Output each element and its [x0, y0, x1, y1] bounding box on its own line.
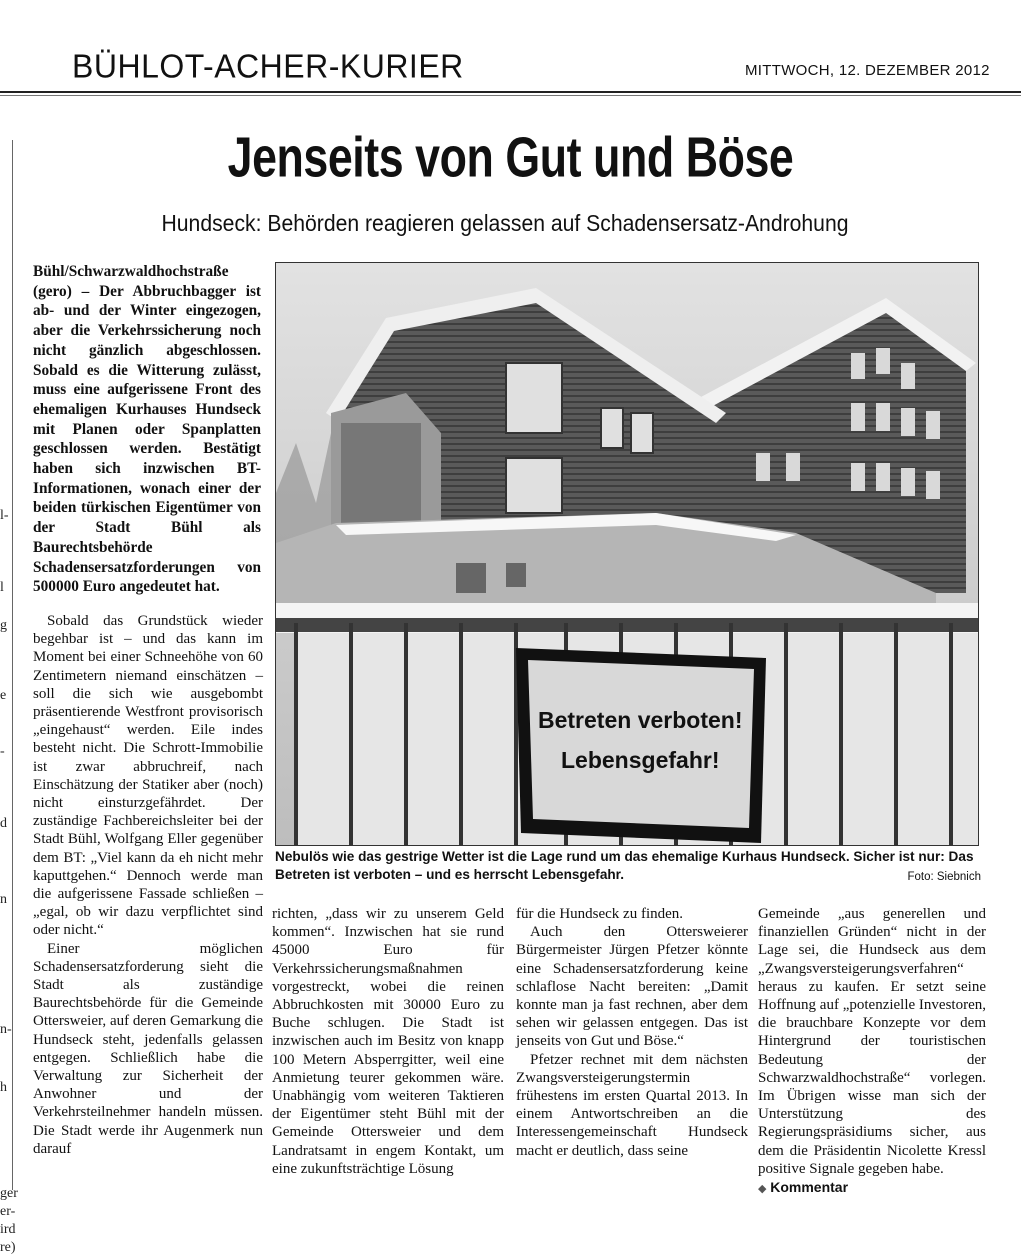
neighbor-fragment: l [0, 580, 4, 595]
neighbor-fragment: h [0, 1080, 7, 1095]
kommentar-link[interactable] [758, 1178, 986, 1198]
article-column-1 [33, 612, 263, 1222]
kommentar-label: Kommentar [770, 1179, 849, 1196]
paragraph: Pfetzer rechnet mit dem nächsten Zwangsversteigerungstermin frühestens im ersten Quartal 2013. In einem Antwortschreiben an die Interessengemeinschaft Hundseck macht er deutlich, dass seine [516, 1051, 748, 1159]
article-column-2 [272, 905, 504, 1178]
sign-line-1: Betreten verboten! [538, 707, 743, 733]
neighbor-fragment: er- [0, 1204, 16, 1219]
article-headline: Jenseits von Gut und Böse [227, 126, 794, 190]
diamond-bullet-icon: ◆ [758, 1183, 767, 1196]
photo-credit: Foto: Siebnich [907, 871, 981, 883]
article-lead: Bühl/Schwarzwaldhochstraße (gero) – Der Abbruchbagger ist ab- und der Winter eingezogen, aber die Verkehrssicherung noch nicht gänzlich abgeschlossen. Sobald es die Witterung zulässt, muss eine aufgerissene Front des ehemaligen Kurhauses Hundseck mit Planen oder Spanplatten geschlossen werden. Bestätigt haben sich inzwischen BT-Informationen, wonach einer der beiden türkischen Eigentümer von der Stadt Bühl als Baurechtsbehörde Schadensersatzforderungen von 500000 Euro angedeutet hat. [33, 263, 261, 596]
neighbor-fragment: ger [0, 1186, 18, 1201]
paragraph: richten, „dass wir zu unserem Geld kommen“. Inzwischen hat sie rund 45000 Euro für Verkehrssicherungsmaßnahmen vorgestreckt, wobei die reinen Abbruchkosten mit 30000 Euro zu Buche schlugen. Die Stadt ist inzwischen auch im Besitz von knapp 100 Metern Absperrgitter, weil eine Anmietung teurer gekommen wäre. Unabhängig vom weiteren Taktieren der Eigentümer steht Bühl mit der Gemeinde Ottersweier und dem Landratsamt in engem Kontakt, um eine zukunftsträchtige Lösung [272, 906, 504, 1177]
paragraph: Einer möglichen Schadensersatzforderung sieht die Stadt als zuständige Baurechtsbehörde für die Gemeinde Ottersweier, auf deren Gemarkung die Hundseck steht, jedenfalls gelassen entgegen. Schließlich habe die Verwaltung zur Sicherheit der Anwohner und der Verkehrsteilnehmer handeln müssen. Die Stadt werde ihr Augenmerk nun darauf [33, 940, 263, 1157]
caption-text: Nebulös wie das gestrige Wetter ist die Lage rund um das ehemalige Kurhaus Hundseck. Sicher ist nur: Das Betreten ist verboten – und es herrscht Lebensgefahr. [275, 849, 974, 882]
paragraph: für die Hundseck zu finden. [516, 906, 684, 922]
photo-caption [275, 848, 981, 886]
article-photo [275, 262, 979, 846]
neighbor-fragment: ird [0, 1222, 16, 1237]
column-divider [12, 140, 13, 1190]
neighbor-fragment: re) [0, 1240, 16, 1255]
article-subheadline: Hundseck: Behörden reagieren gelassen auf Schadensersatz-Androhung [161, 210, 849, 236]
masthead-rule-thin [0, 95, 1021, 96]
neighbor-fragment: n- [0, 1022, 12, 1037]
paragraph: Sobald das Grundstück wieder begehbar ist – und das kann im Moment bei einer Schneehöhe von 60 Zentimetern niemand einschätzen – soll die sich wie ausgebombt präsentierende Westfront provisorisch „eingehaust“ werden. Eile indes besteht nicht. Die Schrott-Immobilie ist zwar abbruchreif, nach Einschätzung der Statiker aber (noch) nicht einsturzgefährdet. Der zuständige Fachbereichsleiter bei der Stadt Bühl, Wolfgang Eller gegenüber dem BT: „Viel kann da eh nicht mehr kaputtgehen.“ Dennoch werde man die aufgerissene Fassade schließen – „egal, ob wir dazu verpflichtet sind oder nicht.“ [33, 613, 263, 939]
article-column-3 [516, 905, 748, 1160]
neighbor-fragment: n [0, 892, 7, 907]
kurhaus-photo-illustration [276, 263, 978, 845]
issue-date: MITTWOCH, 12. DEZEMBER 2012 [745, 62, 990, 79]
sign-line-2: Lebensgefahr! [561, 747, 720, 773]
paragraph: Auch den Ottersweierer Bürgermeister Jürgen Pfetzer könnte eine Schadensersatzforderung keine schlaflose Nacht bereiten: „Damit konnte man ja fast rechnen, aber dem sehen wir gelassen entgegen. Das ist jenseits von Gut und Böse.“ [516, 924, 748, 1050]
paragraph: Gemeinde „aus generellen und finanziellen Gründen“ nicht in der Lage sei, die Hundseck aus dem „Zwangsversteigerungsverfahren“ heraus zu kaufen. Er setzt seine Hoffnung auf „potenzielle Investoren, die brauchbare Konzepte vor dem Hintergrund der touristischen Bedeutung der Schwarzwaldhochstraße“ vorlegen. Im Übrigen wisse man sich der Unterstützung des Regierungspräsidiums sicher, aus dem die Präsidentin Nicolette Kressl positive Signale gegeben habe. [758, 906, 986, 1177]
masthead-title: BÜHLOT-ACHER-KURIER [72, 47, 464, 85]
neighbor-fragment: l- [0, 508, 9, 523]
neighbor-fragment: e [0, 688, 7, 703]
neighbor-fragment: d [0, 816, 7, 831]
neighbor-fragment: g [0, 618, 7, 633]
neighbor-fragment: - [0, 744, 5, 759]
masthead-rule [0, 91, 1021, 93]
article-column-4 [758, 905, 986, 1198]
